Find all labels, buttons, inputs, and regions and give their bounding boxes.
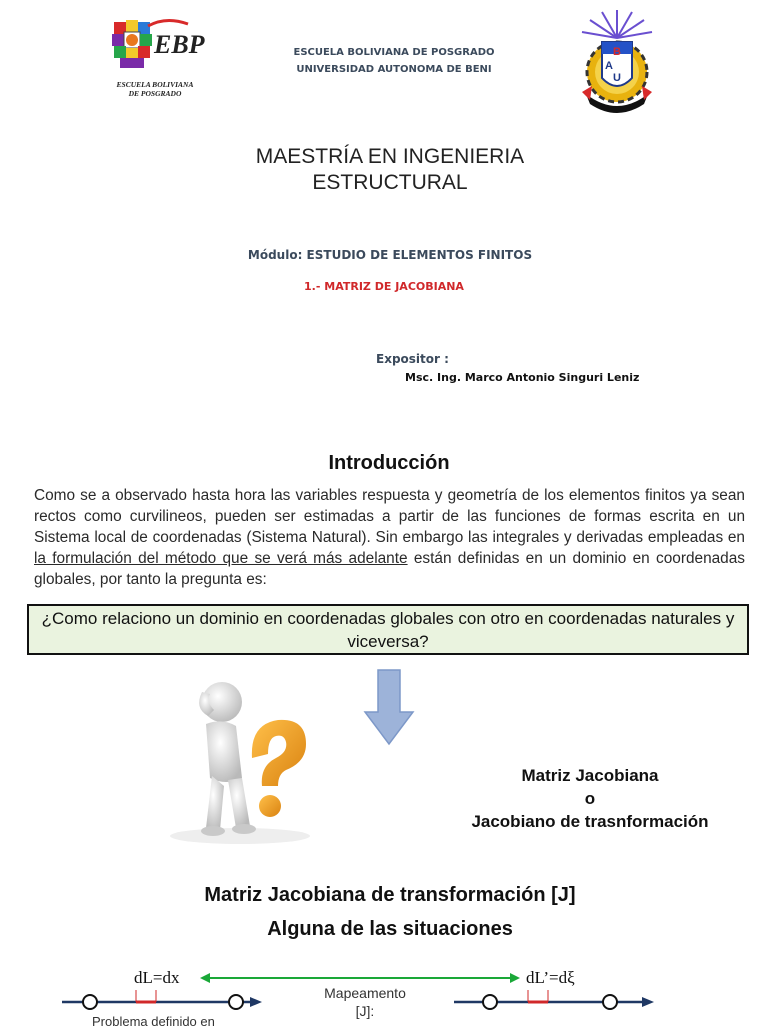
uab-crest-logo — [574, 8, 660, 120]
institution-line-1: ESCUELA BOLIVIANA DE POSGRADO — [293, 47, 495, 58]
natural-axis — [454, 990, 654, 1009]
page-title — [190, 144, 590, 196]
title-line-2: ESTRUCTURAL — [312, 171, 468, 194]
mapping-double-arrow — [200, 973, 520, 983]
intro-text-underlined: la formulación del método que se verá más adelante — [34, 550, 408, 567]
section-title-line-1: Matriz Jacobiana de transformación [J] — [204, 884, 576, 906]
crest-letter-a: A — [605, 60, 613, 72]
jacobian-line-2: o — [584, 789, 596, 808]
question-box — [27, 604, 749, 655]
intro-paragraph — [34, 485, 745, 590]
intro-text-before: Como se a observado hasta hora las variables respuesta y geometría de los elementos finitos ya sean rectos como curvilineos, pueden ser estimadas a partir de las funciones de formas escrita en un Sistema local de coordenadas (Sistema Natural). Sin embargo las integrales y derivadas empleadas en — [34, 487, 745, 546]
expositor-name: Msc. Ing. Marco Antonio Singuri Leniz — [405, 371, 640, 384]
section-title-line-2: Alguna de las situaciones — [267, 918, 513, 940]
topic-label: 1.- MATRIZ DE JACOBIANA — [304, 280, 464, 293]
jacobian-line-1: Matriz Jacobiana — [521, 766, 659, 785]
down-arrow-icon — [363, 668, 415, 746]
expositor-label: Expositor : — [376, 352, 449, 366]
uab-crest-icon — [574, 8, 660, 120]
crest-letter-u: U — [613, 72, 621, 84]
down-arrow — [363, 668, 415, 746]
problem-label: Problema definido en — [92, 1014, 215, 1029]
institution-header — [260, 44, 528, 78]
ebp-logo-caption-1: ESCUELA BOLIVIANA — [116, 80, 194, 89]
dl-dx-label: dL=dx — [134, 968, 180, 987]
dl-dxi-label: dL’=dξ — [526, 968, 575, 987]
intro-heading: Introducción — [328, 452, 450, 474]
mapping-line-1: Mapeamento — [324, 985, 406, 1001]
mapping-line-2: [J]: — [355, 1003, 375, 1019]
title-line-1: MAESTRÍA EN INGENIERIA — [255, 145, 525, 168]
thinking-person-question-icon — [150, 668, 330, 848]
crest-letter-b: B — [613, 46, 621, 58]
intro-text-after: están definidas en un dominio en coordenadas globales, por tanto la pregunta es: — [34, 550, 746, 588]
module-label: Módulo: ESTUDIO DE ELEMENTOS FINITOS — [247, 248, 533, 262]
jacobian-label — [440, 764, 740, 833]
question-text: ¿Como relaciono un dominio en coordenadas globales con otro en coordenadas naturales y viceversa? — [41, 608, 735, 651]
section-title — [140, 878, 640, 946]
mapping-label — [300, 984, 430, 1020]
global-axis — [62, 990, 262, 1009]
thinking-figure — [150, 668, 330, 848]
ebp-logo-caption-2: DE POSGRADO — [128, 89, 182, 98]
ebp-logo-text: EBP — [154, 30, 205, 59]
ebp-logo — [108, 16, 205, 100]
institution-line-2: UNIVERSIDAD AUTONOMA DE BENI — [296, 64, 492, 75]
jacobian-line-3: Jacobiano de trasnformación — [471, 812, 709, 831]
